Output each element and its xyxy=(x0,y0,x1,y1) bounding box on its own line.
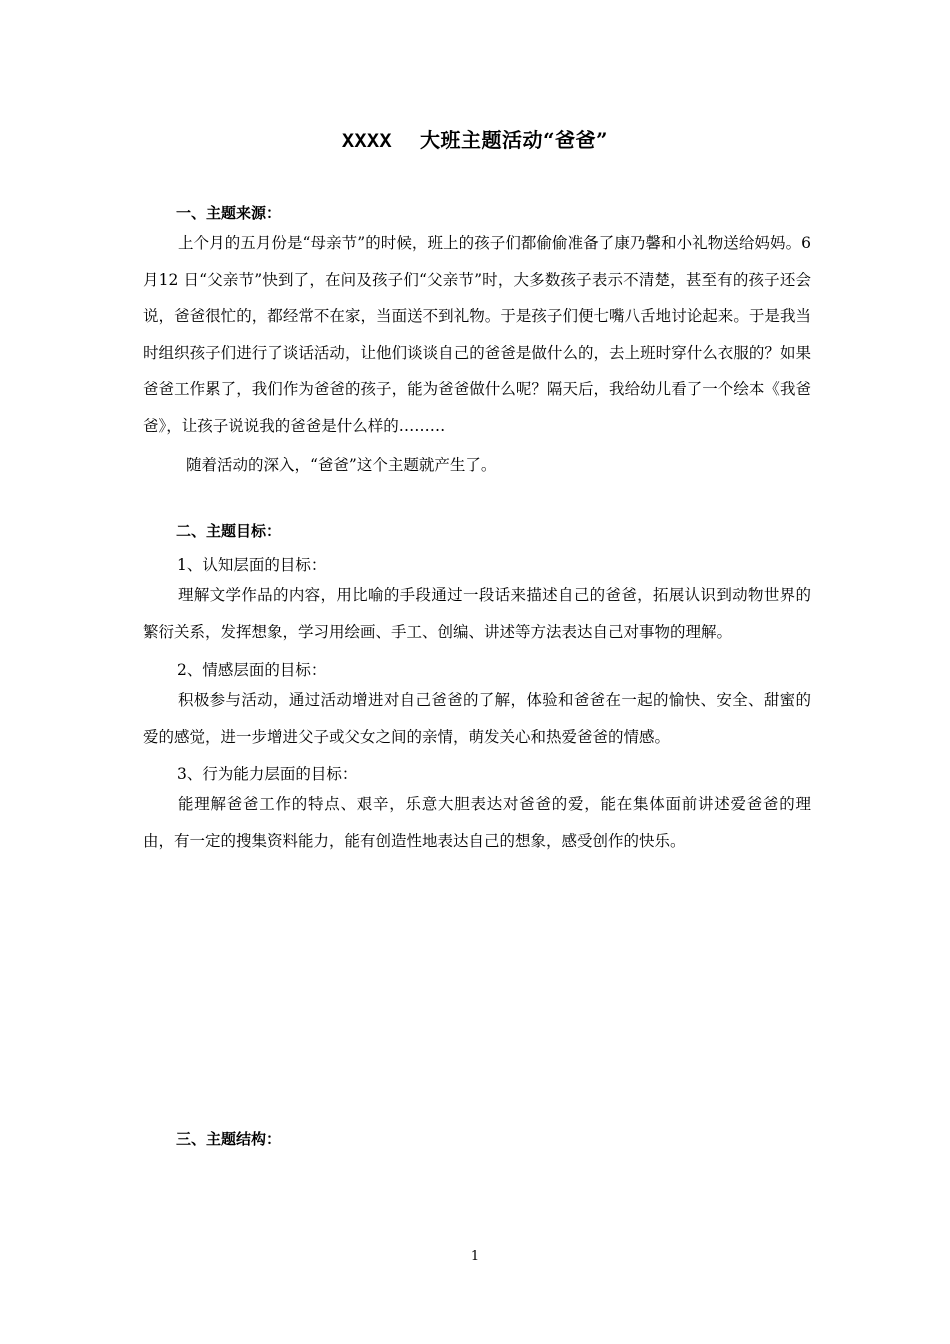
goal-label-cognitive: 1、认知层面的目标： xyxy=(177,556,327,574)
section-heading-goals: 二、主题目标： xyxy=(176,522,282,540)
source-paragraph: 上个月的五月份是“母亲节”的时候，班上的孩子们都偷偷准备了康乃馨和小礼物送给妈妈。6月12 日“父亲节”快到了，在问及孩子们“父亲节”时，大多数孩子表示不清楚，甚至有的孩子还会说，爸爸很忙的，都经常不在家，当面送不到礼物。于是孩子们便七嘴八舌地讨论起来。于是我当时组织孩子们进行了谈话活动，让他们谈谈自己的爸爸是做什么的，去上班时穿什么衣服的？如果爸爸工作累了，我们作为爸爸的孩子，能为爸爸做什么呢？隔天后，我给幼儿看了一个绘本《我爸爸》，让孩子说说我的爸爸是什么样的……… xyxy=(143,234,811,435)
title-text: 大班主题活动“爸爸” xyxy=(420,128,609,152)
goal-text-cognitive: 理解文学作品的内容，用比喻的手段通过一段话来描述自己的爸爸，拓展认识到动物世界的繁衍关系，发挥想象，学习用绘画、手工、创编、讲述等方法表达自己对事物的理解。 xyxy=(143,586,811,641)
section-heading-source: 一、主题来源： xyxy=(176,204,282,222)
goal-text-emotional: 积极参与活动，通过活动增进对自己爸爸的了解，体验和爸爸在一起的愉快、安全、甜蜜的爱的感觉，进一步增进父子或父女之间的亲情，萌发关心和热爱爸爸的情感。 xyxy=(143,691,811,746)
page-number: 1 xyxy=(470,1249,480,1264)
goal-text-behavior: 能理解爸爸工作的特点、艰辛，乐意大胆表达对爸爸的爱，能在集体面前讲述爱爸爸的理由，有一定的搜集资料能力，能有创造性地表达自己的想象，感受创作的快乐。 xyxy=(143,795,811,850)
source-note: 随着活动的深入，“爸爸”这个主题就产生了。 xyxy=(186,456,497,474)
goal-label-emotional: 2、情感层面的目标： xyxy=(177,661,327,679)
section-heading-structure: 三、主题结构： xyxy=(176,1130,282,1148)
goal-label-behavior: 3、行为能力层面的目标： xyxy=(177,765,358,783)
title-code: XXXX xyxy=(341,131,392,154)
document-title xyxy=(0,124,950,154)
